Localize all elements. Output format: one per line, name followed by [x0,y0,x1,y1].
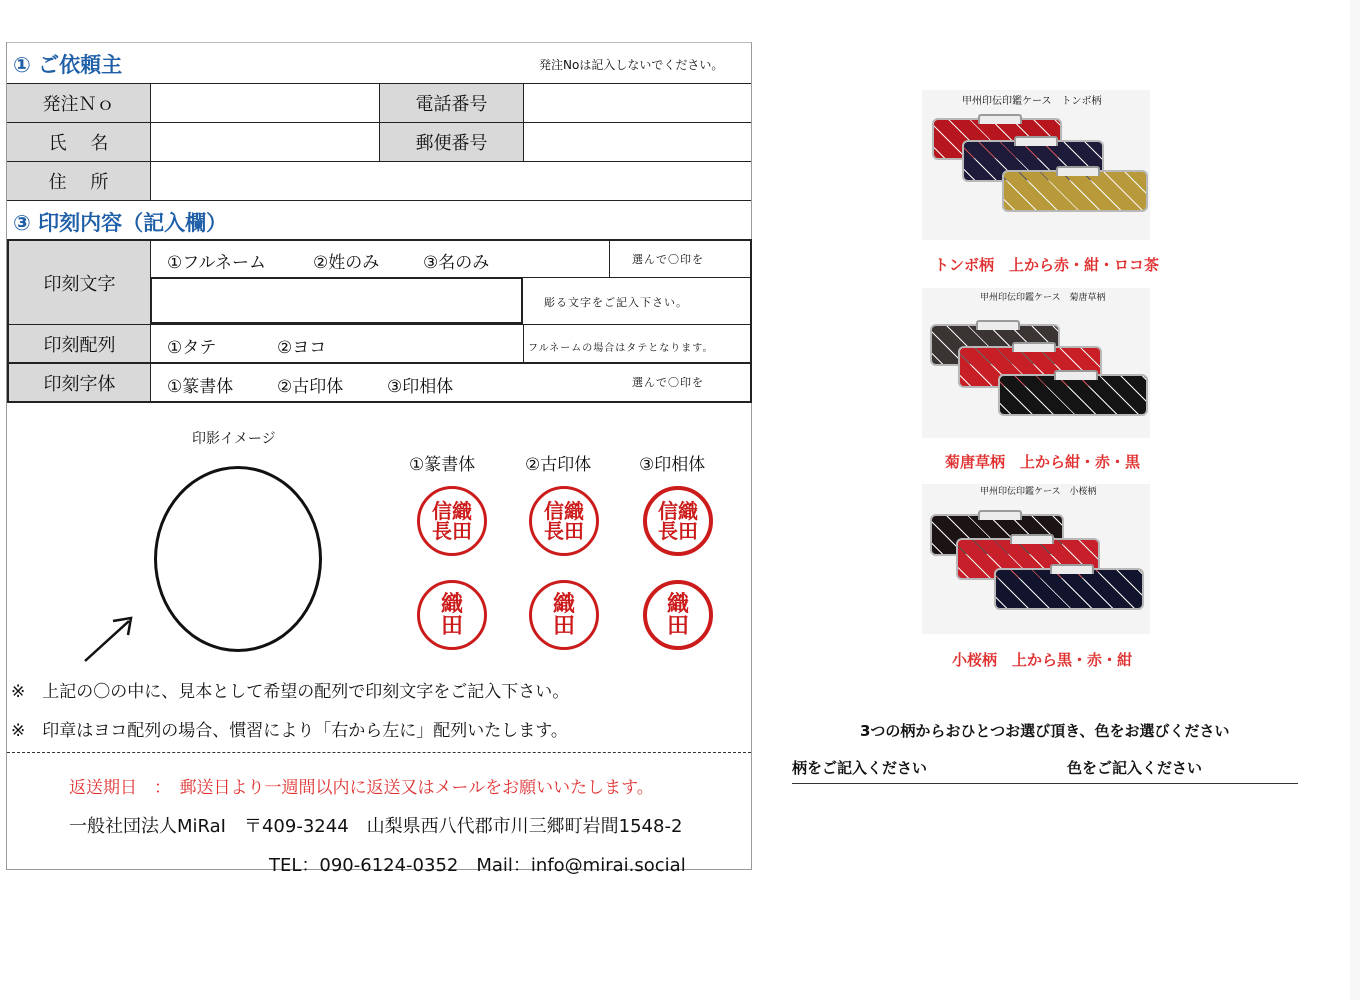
case-photo-title-kiku: 甲州印伝印鑑ケース 菊唐草柄 [980,293,1106,303]
layout-label: 印刻配列 [9,325,150,362]
dashed-divider [7,752,751,753]
case-brown [1002,170,1148,212]
seal-sample-koin-name: 織 田 [529,580,599,650]
font-option-tensho[interactable]: ①篆書体 [167,377,234,397]
address-field[interactable] [151,162,751,200]
return-notice: 返送期日 ： 郵送日より一週間以内に返送又はメールをお願いいたします。 [69,778,654,798]
write-note: 彫る文字をご記入下さい。 [544,296,688,309]
caption-tonbo: トンボ柄 上から赤・紺・ロコ茶 [934,256,1160,274]
selection-underline[interactable] [792,783,1298,784]
postal-field[interactable] [524,123,751,161]
company-address: 一般社団法人MiRaI 〒409-3244 山梨県西八代郡市川三郷町岩間1548-2 [69,816,683,837]
style-header-tensho: ①篆書体 [409,455,476,475]
case-navy [994,568,1144,610]
case-photo-title-tonbo: 甲州印伝印鑑ケース トンボ柄 [962,96,1102,107]
name-field[interactable] [151,123,379,161]
seal-sample-tensho-name: 織 田 [417,580,487,650]
engrave-text-input[interactable] [150,277,523,324]
order-form [6,42,752,876]
text-option-full[interactable]: ①フルネーム [167,253,267,273]
arrow-icon [81,613,141,665]
font-label: 印刻字体 [9,364,150,401]
address-label: 住 所 [7,162,150,200]
case-photo-sakura [922,484,1150,634]
font-option-koin[interactable]: ②古印体 [277,377,344,397]
color-label: 色をご記入ください [1067,759,1203,777]
selection-instruction: 3つの柄からおひとつお選び頂き、色をお選びください [860,722,1230,740]
contact-info: TEL：090-6124-0352 Mail：info@mirai.social [269,855,686,876]
caption-kiku: 菊唐草柄 上から紺・赤・黒 [945,453,1141,471]
style-header-koin: ②古印体 [525,455,592,475]
name-label: 氏 名 [7,123,150,161]
text-option-surname[interactable]: ②姓のみ [313,253,380,273]
order-no-note: 発注Noは記入しないでください。 [539,58,724,72]
scrollbar[interactable] [1350,0,1360,1000]
case-photo-tonbo [922,90,1150,240]
seal-image-label: 印影イメージ [192,431,276,447]
layout-note: フルネームの場合はタテとなります。 [528,343,714,354]
case-photo-kiku [922,288,1150,438]
layout-option-horizontal[interactable]: ②ヨコ [277,338,327,358]
text-option-given[interactable]: ③名のみ [423,253,490,273]
section3-title: ③ 印刻内容（記入欄） [13,211,228,235]
font-option-inso[interactable]: ③印相体 [387,377,454,397]
phone-field[interactable] [524,84,751,122]
seal-sample-inso-full: 信織 長田 [643,486,713,556]
order-no-field[interactable] [151,84,379,122]
seal-sample-koin-full: 信織 長田 [529,486,599,556]
note-2: ※ 印章はヨコ配列の場合、慣習により「右から左に」配列いたします。 [11,721,568,741]
caption-sakura: 小桜柄 上から黒・赤・紺 [952,651,1133,669]
section1-title: ① ご依頼主 [13,53,123,77]
postal-label: 郵便番号 [380,123,523,161]
case-photo-title-sakura: 甲州印伝印鑑ケース 小桜柄 [980,487,1097,497]
seal-drawing-circle[interactable] [154,466,322,652]
engrave-text-label: 印刻文字 [9,241,150,324]
case-black [998,374,1148,416]
layout-option-vertical[interactable]: ①タテ [167,338,217,358]
seal-sample-inso-name: 織 田 [643,580,713,650]
order-no-label: 発注Ｎｏ [7,84,150,122]
style-header-inso: ③印相体 [639,455,706,475]
phone-label: 電話番号 [380,84,523,122]
note-1: ※ 上記の〇の中に、見本として希望の配列で印刻文字をご記入下さい。 [11,682,570,702]
pattern-label: 柄をご記入ください [792,759,928,777]
seal-sample-tensho-full: 信織 長田 [417,486,487,556]
font-choose-note: 選んで〇印を [632,376,704,389]
text-choose-note: 選んで〇印を [632,253,704,266]
